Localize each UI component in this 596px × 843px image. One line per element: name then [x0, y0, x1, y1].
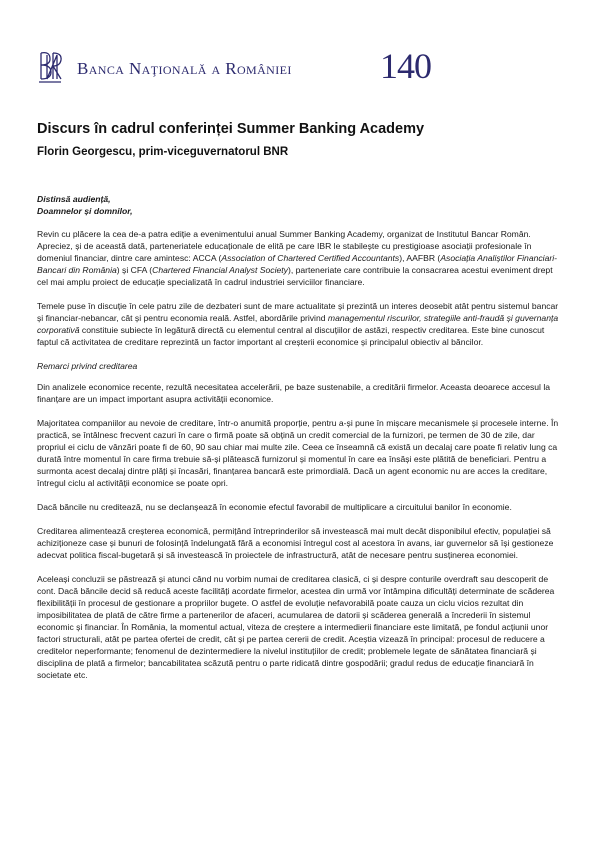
- paragraph-6: Creditarea alimentează creșterea economică, permițând întreprinderilor să investească mai mult decât disponibilul efectiv, populației să achiziționeze case și bunuri de folosință îndelungată fără a economisi întregul cost al acestora în avans, iar guvernelor să își gestioneze adecvat politica fiscal-bugetară și să investească în proiectele de infrastructură, atât de necesare pentru susținerea economiei.: [37, 526, 554, 560]
- aafbr-name: Asociația Analiștilor Financiari-Bancari din România: [37, 253, 558, 275]
- paragraph-2-text: constituie subiecte în legătură directă cu elementul central al discuțiilor de astăzi, respectiv creditarea. Este bine cunoscut faptul că activitatea de creditare reprezintă un factor important al creșterii economice și principalul obiectiv al băncilor.: [37, 325, 545, 347]
- paragraph-1-text: Revin cu plăcere la cea de-a patra ediție a evenimentului anual Summer Banking Academy, organizat de Institutul Bancar Român. Apreciez, și de această dată, parteneriatele educaționale de elită pe care IBR le stabilește cu prestigioase asociații profesionale în domeniul financiar, dintre care amintesc: ACCA (: [37, 229, 532, 263]
- document-title: Discurs în cadrul conferinței Summer Banking Academy: [37, 121, 425, 137]
- document-subtitle: Florin Georgescu, prim-viceguvernatorul BNR: [37, 146, 289, 158]
- paragraph-2: [37, 300, 560, 348]
- greeting-line-1: Distinsă audiență,: [37, 194, 111, 204]
- paragraph-7: Aceleași concluzii se păstrează și atunci când nu vorbim numai de creditarea clasică, ci și despre conturile overdraft sau descoperit de cont. Dacă băncile decid să reducă aceste facilități acordate firmelor, acestea din urmă vor întâmpina dificultăți determinate de scăderea flexibilității în procesul de gestionare a propriilor bugete. O astfel de evoluție nefavorabilă poate cauza un ciclu vicios rezultat din imposibilitatea de plată de către firme a partenerilor de afaceri, acumularea de datorii și scăderea generală a încrederii în sistemul economic și financiar. În România, la momentul actual, viteza de creștere a intermedierii financiare este limitată, pe fondul acțiunii unor factori structurali, atât pe partea ofertei de credit, cât și pe partea cererii de credit. Aceștia vizează în principal: procesul de reducere a creditelor neperformante; fenomenul de dezintermediere la nivelul instituțiilor de credit; problemele legate de sănătatea financiară și disciplina de plată a firmelor; bancabilitatea scăzută pentru o parte ridicată dintre gospodării; gradul redus de educație financiară în societate etc.: [37, 574, 555, 680]
- paragraph-4: Majoritatea companiilor au nevoie de creditare, într-o anumită proporție, pentru a-și pune în mișcare mecanismele și procesele interne. În practică, se întâlnesc frecvent cazuri în care o firmă poate să obțină un credit comercial de la furnizori, pe termen de 30 de zile, dar propriul ei ciclu de vânzări poate fi de 60, 90 sau chiar mai multe zile. Ceea ce înseamnă că există un decalaj care poate fi relativ lung ca durată între momentul în care firma trebuie să-și plătească furnizorul și momentul în care ea însăși este plătită de beneficiari. Pentru a surmonta acest decalaj dintre plăți și încasări, finanțarea bancară este primordială. Dacă un agent economic nu are acces la creditare, întregul ciclu al activității economice se poate opri.: [37, 418, 559, 488]
- paragraph-1-text: ), AAFBR (: [399, 253, 441, 263]
- anniversary-mark: 140: [380, 46, 431, 86]
- paragraph-5: Dacă băncile nu creditează, nu se declanșează în economie efectul favorabil de multiplicare a circuitului banilor în economie.: [37, 502, 512, 512]
- page-header: [37, 45, 447, 89]
- greeting: [37, 193, 560, 217]
- bank-name: Banca Naţională a României: [77, 59, 292, 78]
- section-heading: Remarci privind creditarea: [37, 361, 138, 371]
- document-body: [37, 193, 560, 693]
- paragraph-2-text: Temele puse în discuție în cele patru zile de dezbateri sunt de mare actualitate și prezintă un interes deosebit atât pentru sistemul bancar și financiar-nebancar, cât și pentru economia reală. Astfel, abordările privind: [37, 301, 559, 323]
- paragraph-1-text: ) și CFA (: [116, 265, 153, 275]
- cfa-name: Chartered Financial Analyst Society: [152, 265, 288, 275]
- acca-name: Association of Chartered Certified Accountants: [221, 253, 400, 263]
- emphasized-topics: managementul riscurilor, strategiile anti-fraudă și guvernanța corporativă: [37, 313, 559, 335]
- paragraph-3: Din analizele economice recente, rezultă necesitatea accelerării, pe baze sustenabile, a creditării firmelor. Aceasta deoarece accesul la finanțare are un impact important asupra activității economice.: [37, 382, 551, 404]
- bnr-monogram-icon: [37, 49, 63, 83]
- greeting-line-2: Doamnelor și domnilor,: [37, 206, 133, 216]
- paragraph-1-text: ), parteneriate care contribuie la consacrarea acestui eveniment drept cel mai amplu proiect de educație specializată în cadrul industriei serviciilor financiare.: [37, 265, 553, 287]
- paragraph-1: [37, 228, 560, 288]
